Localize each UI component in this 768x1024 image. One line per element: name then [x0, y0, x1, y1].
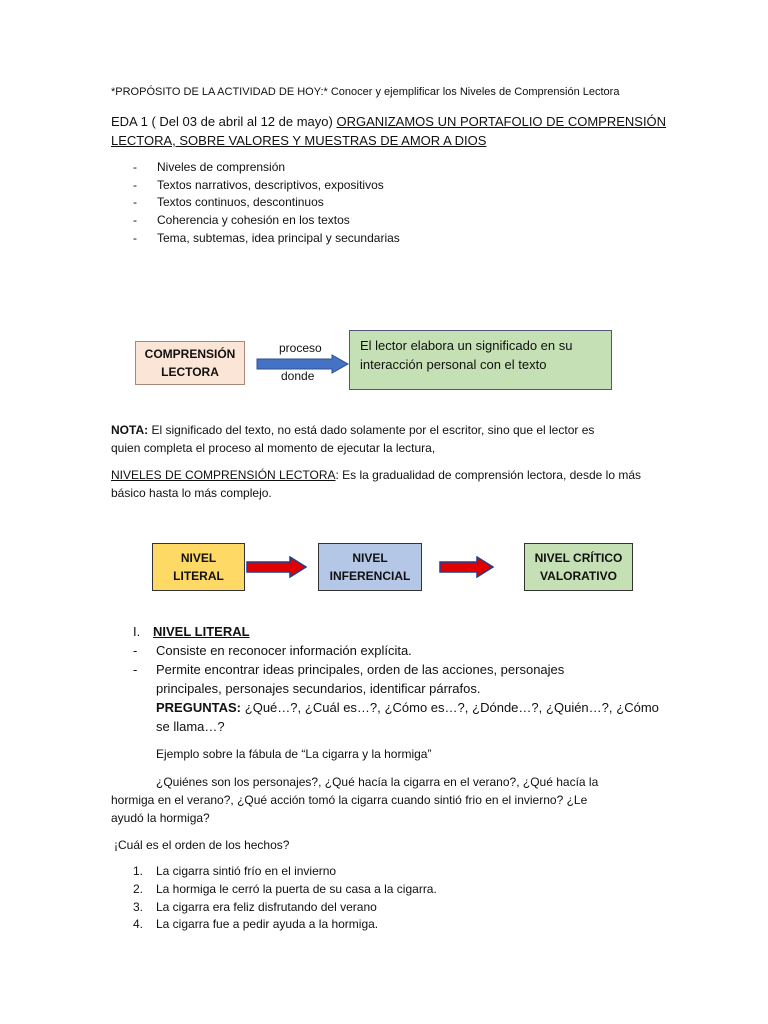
- event-item: 4. La cigarra fue a pedir ayuda a la hormiga.: [133, 917, 379, 931]
- nota-paragraph-line2: quien completa el proceso al momento de ejecutar la lectura,: [111, 441, 436, 455]
- eda-dates: EDA 1 ( Del 03 de abril al 12 de mayo): [111, 114, 337, 129]
- preguntas-line2: se llama…?: [156, 719, 225, 734]
- nivel-critico-box: NIVEL CRÍTICO VALORATIVO: [524, 543, 633, 591]
- red-arrow-1: [246, 556, 308, 578]
- niveles-definition-line2: básico hasta lo más complejo.: [111, 486, 272, 500]
- event-item: 1. La cigarra sintió frío en el invierno: [133, 864, 337, 878]
- order-question: ¡Cuál es el orden de los hechos?: [114, 838, 290, 852]
- nivel-literal-box: NIVEL LITERAL: [152, 543, 245, 591]
- preguntas-line: PREGUNTAS: ¿Qué…?, ¿Cuál es…?, ¿Cómo es…?, ¿Dónde…?, ¿Quién…?, ¿Cómo: [156, 700, 659, 715]
- section-number: I.: [133, 624, 141, 639]
- niveles-label: NIVELES DE COMPRENSIÓN LECTORA: [111, 468, 336, 482]
- example-questions-line3: ayudó la hormiga?: [111, 811, 210, 825]
- literal-point-1: - Consiste en reconocer información explícita.: [133, 643, 412, 658]
- niveles-definition: NIVELES DE COMPRENSIÓN LECTORA: Es la gradualidad de comprensión lectora, desde lo más: [111, 468, 642, 482]
- eda-title-line2: LECTORA, SOBRE VALORES Y MUESTRAS DE AMOR A DIOS: [111, 133, 487, 148]
- preguntas-label: PREGUNTAS:: [156, 700, 241, 715]
- lector-significado-box: El lector elabora un significado en su interacción personal con el texto: [349, 330, 612, 390]
- nota-label: NOTA:: [111, 423, 149, 437]
- topic-item: - Textos narrativos, descriptivos, expositivos: [133, 178, 384, 192]
- topic-item: - Tema, subtemas, idea principal y secundarias: [133, 231, 400, 245]
- literal-point-2-cont: principales, personajes secundarios, identificar párrafos.: [156, 681, 481, 696]
- nivel-inferencial-box: NIVEL INFERENCIAL: [318, 543, 422, 591]
- topic-item: - Niveles de comprensión: [133, 160, 286, 174]
- eda-title-line1: ORGANIZAMOS UN PORTAFOLIO DE COMPRENSIÓN: [336, 114, 667, 129]
- event-item: 2. La hormiga le cerró la puerta de su casa a la cigarra.: [133, 882, 437, 896]
- proceso-label: proceso: [279, 341, 322, 355]
- topic-item: - Coherencia y cohesión en los textos: [133, 213, 350, 227]
- eda-heading: [111, 114, 666, 129]
- section-title: NIVEL LITERAL: [153, 624, 250, 639]
- nota-paragraph: NOTA: El significado del texto, no está dado solamente por el escritor, sino que el lector es: [111, 423, 595, 437]
- red-arrow-2: [439, 556, 495, 578]
- example-questions-line2: hormiga en el verano?, ¿Qué acción tomó la cigarra cuando sintió frio en el invierno? ¿Le: [111, 793, 588, 807]
- event-item: 3. La cigarra era feliz disfrutando del verano: [133, 900, 377, 914]
- literal-point-2: - Permite encontrar ideas principales, orden de las acciones, personajes: [133, 662, 565, 677]
- purpose-statement: *PROPÓSITO DE LA ACTIVIDAD DE HOY:* Conocer y ejemplificar los Niveles de Comprensión Lectora: [111, 86, 620, 98]
- example-intro: Ejemplo sobre la fábula de “La cigarra y la hormiga”: [156, 747, 432, 761]
- comprension-lectora-box: COMPRENSIÓN LECTORA: [135, 341, 245, 385]
- example-questions: ¿Quiénes son los personajes?, ¿Qué hacía la cigarra en el verano?, ¿Qué hacía la: [156, 775, 599, 789]
- topic-item: - Textos continuos, descontinuos: [133, 195, 324, 209]
- donde-label: donde: [281, 369, 315, 383]
